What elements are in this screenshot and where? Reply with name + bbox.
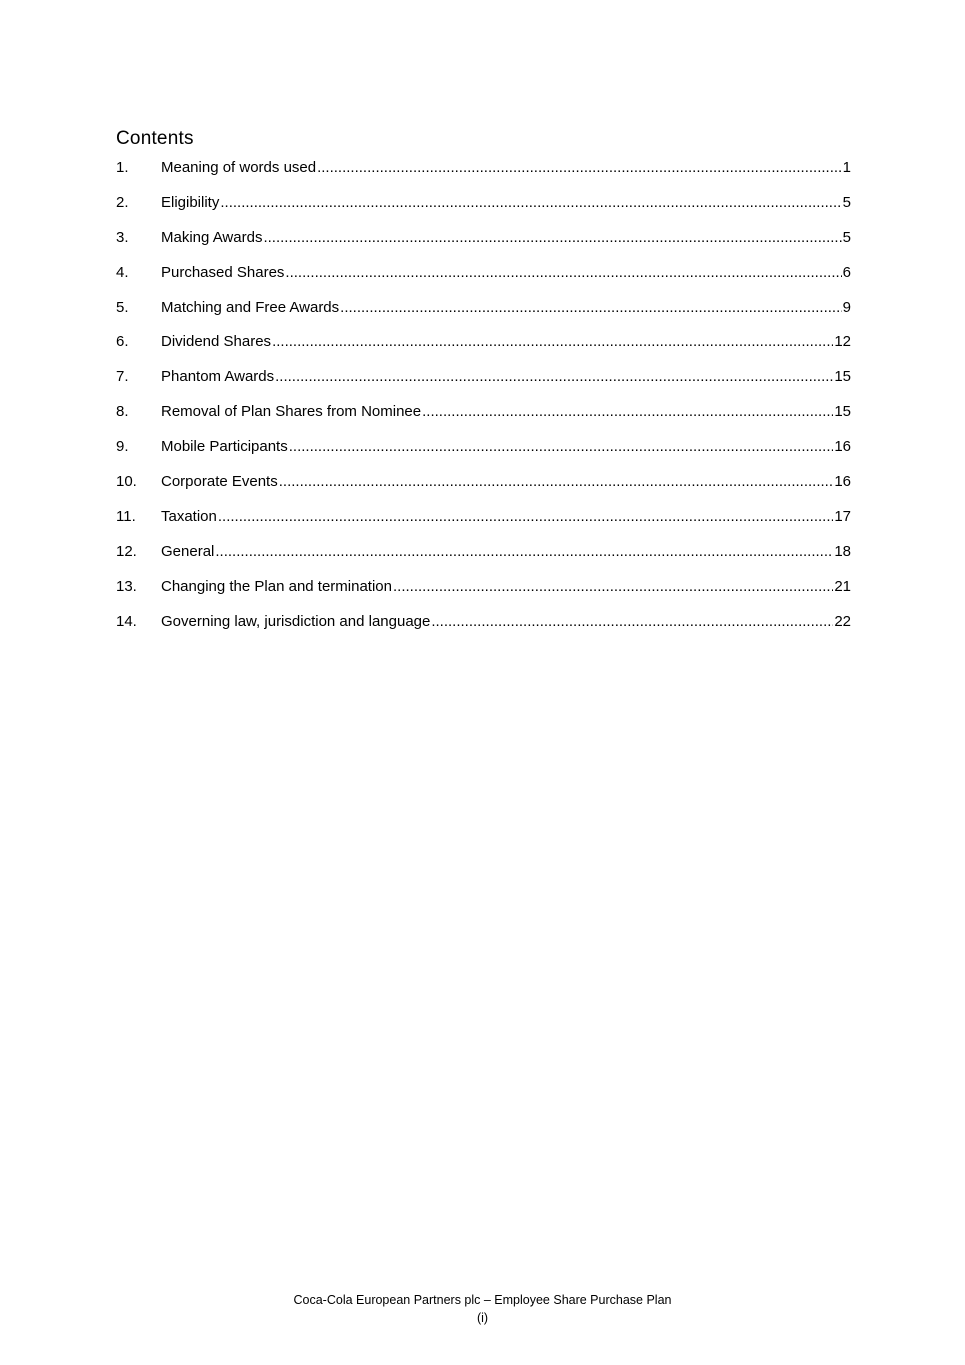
toc-dot-leader — [218, 507, 833, 527]
toc-entry-number: 6. — [116, 333, 129, 351]
toc-entry-8[interactable] — [116, 402, 851, 437]
toc-entry-page: 12 — [834, 333, 851, 351]
toc-dot-leader — [317, 158, 842, 178]
toc-entry-number: 8. — [116, 403, 129, 421]
toc-dot-leader — [275, 367, 833, 387]
toc-dot-leader — [393, 577, 833, 597]
toc-dot-leader — [263, 228, 841, 248]
toc-dot-leader — [340, 298, 842, 318]
toc-entry-number: 1. — [116, 159, 129, 176]
toc-entry-number: 14. — [116, 612, 137, 630]
toc-dot-leader — [289, 437, 834, 457]
toc-entry-9[interactable] — [116, 437, 851, 472]
toc-entry-1[interactable] — [116, 158, 851, 193]
toc-dot-leader — [285, 263, 841, 283]
toc-entry-title: Removal of Plan Shares from Nominee — [161, 403, 422, 421]
toc-entry-12[interactable] — [116, 542, 851, 577]
toc-entry-page: 21 — [834, 577, 851, 595]
toc-entry-11[interactable] — [116, 507, 851, 542]
toc-dot-leader — [431, 612, 833, 632]
toc-entry-7[interactable] — [116, 367, 851, 402]
toc-entry-title: Eligibility — [161, 193, 220, 211]
toc-entry-title: Dividend Shares — [161, 333, 272, 351]
page-title: Contents — [116, 127, 194, 149]
toc-entry-title: Mobile Participants — [161, 438, 288, 456]
toc-entry-page: 15 — [834, 403, 851, 421]
toc-entry-page: 15 — [834, 368, 851, 386]
toc-entry-number: 5. — [116, 298, 129, 316]
toc-entry-4[interactable] — [116, 263, 851, 298]
toc-entry-page: 6 — [842, 263, 851, 281]
toc-entry-number: 4. — [116, 263, 129, 281]
toc-entry-page: 18 — [834, 542, 851, 560]
toc-entry-page: 17 — [834, 507, 851, 525]
toc-entry-page: 22 — [834, 612, 851, 630]
toc-dot-leader — [279, 472, 834, 492]
footer-document-title: Coca-Cola European Partners plc – Employee Share Purchase Plan — [293, 1293, 672, 1307]
toc-entry-10[interactable] — [116, 472, 851, 507]
toc-dot-leader — [215, 542, 833, 562]
toc-entry-5[interactable] — [116, 298, 851, 333]
toc-entry-page: 5 — [842, 193, 851, 211]
table-of-contents — [116, 158, 851, 646]
toc-dot-leader — [422, 402, 833, 422]
toc-entry-number: 7. — [116, 368, 129, 386]
toc-entry-page: 5 — [842, 228, 851, 246]
toc-entry-title: Meaning of words used — [161, 159, 317, 176]
toc-entry-2[interactable] — [116, 193, 851, 228]
toc-dot-leader — [272, 332, 833, 352]
toc-dot-leader — [220, 193, 841, 213]
toc-entry-title: Purchased Shares — [161, 263, 285, 281]
toc-entry-number: 9. — [116, 438, 129, 456]
page-footer — [0, 1291, 965, 1327]
toc-entry-page: 9 — [842, 298, 851, 316]
toc-entry-page: 16 — [834, 438, 851, 456]
toc-entry-title: Changing the Plan and termination — [161, 577, 392, 595]
toc-entry-3[interactable] — [116, 228, 851, 263]
toc-entry-page: 16 — [834, 473, 851, 491]
toc-entry-number: 10. — [116, 473, 137, 491]
toc-entry-title: General — [161, 542, 215, 560]
toc-entry-title: Making Awards — [161, 228, 263, 246]
toc-entry-number: 3. — [116, 228, 129, 246]
toc-entry-number: 11. — [116, 507, 136, 525]
toc-entry-page: 1 — [842, 159, 851, 176]
toc-entry-title: Taxation — [161, 507, 217, 525]
toc-entry-title: Governing law, jurisdiction and language — [161, 612, 431, 630]
toc-entry-number: 2. — [116, 193, 129, 211]
footer-page-number: (i) — [476, 1311, 489, 1325]
toc-entry-13[interactable] — [116, 577, 851, 612]
toc-entry-title: Phantom Awards — [161, 368, 275, 386]
toc-entry-title: Matching and Free Awards — [161, 298, 340, 316]
toc-entry-number: 12. — [116, 542, 137, 560]
toc-entry-title: Corporate Events — [161, 473, 278, 491]
toc-entry-6[interactable] — [116, 332, 851, 367]
toc-entry-number: 13. — [116, 577, 137, 595]
toc-entry-14[interactable] — [116, 612, 851, 647]
